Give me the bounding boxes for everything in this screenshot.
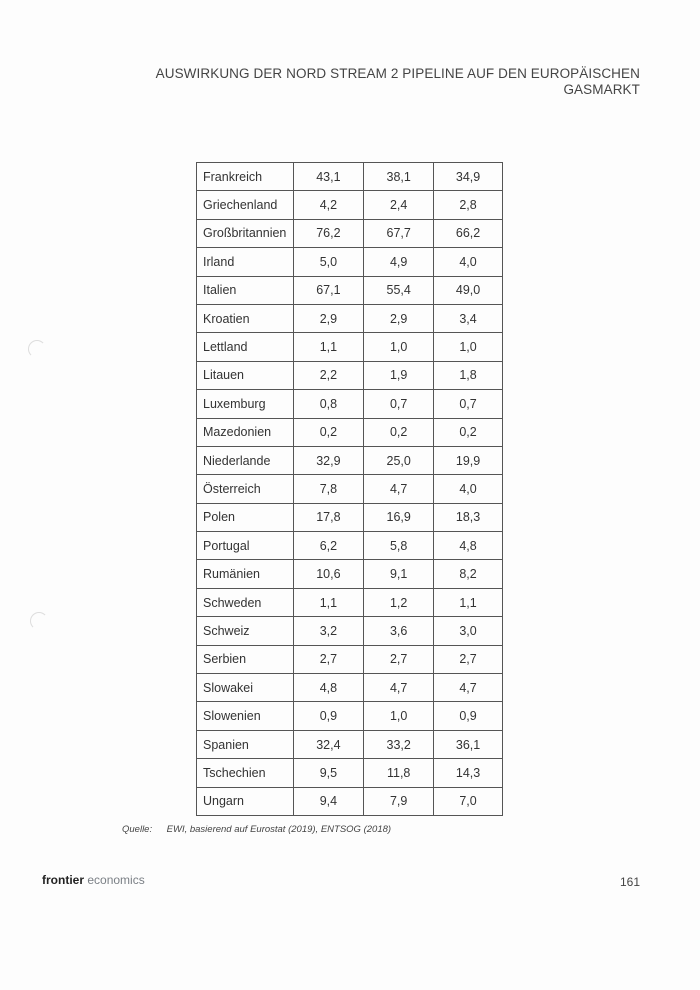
table-row: [197, 787, 503, 815]
value-cell-2: 67,7: [364, 219, 434, 247]
gas-demand-table: [196, 162, 503, 816]
value-cell-2: 33,2: [364, 730, 434, 758]
table-row: [197, 674, 503, 702]
value-cell-3: 1,1: [434, 588, 503, 616]
value-cell-1: 76,2: [293, 219, 364, 247]
table-row: [197, 361, 503, 389]
value-cell-1: 4,2: [293, 191, 364, 219]
country-cell: Mazedonien: [197, 418, 294, 446]
value-cell-3: 2,8: [434, 191, 503, 219]
value-cell-3: 0,9: [434, 702, 503, 730]
value-cell-1: 17,8: [293, 503, 364, 531]
table-body: [197, 163, 503, 816]
value-cell-1: 1,1: [293, 333, 364, 361]
value-cell-1: 3,2: [293, 617, 364, 645]
value-cell-2: 3,6: [364, 617, 434, 645]
table-row: [197, 390, 503, 418]
page-header: [156, 66, 640, 98]
country-cell: Großbritannien: [197, 219, 294, 247]
value-cell-1: 1,1: [293, 588, 364, 616]
value-cell-3: 36,1: [434, 730, 503, 758]
table-row: [197, 276, 503, 304]
value-cell-3: 3,4: [434, 304, 503, 332]
table-row: [197, 446, 503, 474]
table-row: [197, 560, 503, 588]
value-cell-1: 9,5: [293, 759, 364, 787]
value-cell-3: 3,0: [434, 617, 503, 645]
value-cell-1: 32,4: [293, 730, 364, 758]
table-row: [197, 503, 503, 531]
value-cell-2: 4,9: [364, 248, 434, 276]
value-cell-2: 2,4: [364, 191, 434, 219]
header-line-2: GASMARKT: [563, 82, 640, 97]
value-cell-3: 0,7: [434, 390, 503, 418]
country-cell: Österreich: [197, 475, 294, 503]
country-cell: Spanien: [197, 730, 294, 758]
table-row: [197, 730, 503, 758]
country-cell: Frankreich: [197, 163, 294, 191]
value-cell-2: 0,2: [364, 418, 434, 446]
value-cell-2: 11,8: [364, 759, 434, 787]
source-note: [122, 824, 391, 835]
footer-brand-logo: [42, 873, 145, 887]
table-row: [197, 191, 503, 219]
value-cell-3: 7,0: [434, 787, 503, 815]
value-cell-1: 10,6: [293, 560, 364, 588]
punch-hole-mark: [30, 612, 48, 630]
country-cell: Slowakei: [197, 674, 294, 702]
value-cell-2: 9,1: [364, 560, 434, 588]
source-label: Quelle:: [122, 824, 153, 835]
country-cell: Luxemburg: [197, 390, 294, 418]
value-cell-3: 1,0: [434, 333, 503, 361]
value-cell-3: 2,7: [434, 645, 503, 673]
value-cell-1: 67,1: [293, 276, 364, 304]
value-cell-1: 4,8: [293, 674, 364, 702]
country-cell: Portugal: [197, 532, 294, 560]
value-cell-2: 1,0: [364, 333, 434, 361]
value-cell-3: 1,8: [434, 361, 503, 389]
value-cell-2: 38,1: [364, 163, 434, 191]
value-cell-2: 1,0: [364, 702, 434, 730]
table-row: [197, 219, 503, 247]
value-cell-2: 2,9: [364, 304, 434, 332]
value-cell-1: 0,8: [293, 390, 364, 418]
header-line-1: AUSWIRKUNG DER NORD STREAM 2 PIPELINE AUF DEN EUROPÄISCHEN: [155, 66, 640, 81]
value-cell-3: 66,2: [434, 219, 503, 247]
country-cell: Kroatien: [197, 304, 294, 332]
value-cell-1: 2,2: [293, 361, 364, 389]
country-cell: Litauen: [197, 361, 294, 389]
value-cell-3: 49,0: [434, 276, 503, 304]
value-cell-2: 25,0: [364, 446, 434, 474]
value-cell-3: 8,2: [434, 560, 503, 588]
value-cell-1: 0,9: [293, 702, 364, 730]
value-cell-3: 4,0: [434, 248, 503, 276]
value-cell-2: 1,9: [364, 361, 434, 389]
table-row: [197, 532, 503, 560]
source-text: EWI, basierend auf Eurostat (2019), ENTSOG (2018): [166, 824, 392, 835]
value-cell-2: 5,8: [364, 532, 434, 560]
country-cell: Griechenland: [197, 191, 294, 219]
value-cell-3: 14,3: [434, 759, 503, 787]
value-cell-3: 4,0: [434, 475, 503, 503]
table-row: [197, 702, 503, 730]
country-cell: Rumänien: [197, 560, 294, 588]
value-cell-1: 0,2: [293, 418, 364, 446]
value-cell-1: 9,4: [293, 787, 364, 815]
value-cell-2: 0,7: [364, 390, 434, 418]
value-cell-2: 1,2: [364, 588, 434, 616]
table-row: [197, 759, 503, 787]
value-cell-3: 34,9: [434, 163, 503, 191]
country-cell: Polen: [197, 503, 294, 531]
brand-name-bold: frontier: [42, 873, 84, 887]
value-cell-3: 4,8: [434, 532, 503, 560]
value-cell-1: 2,7: [293, 645, 364, 673]
table-row: [197, 248, 503, 276]
country-cell: Niederlande: [197, 446, 294, 474]
value-cell-2: 4,7: [364, 674, 434, 702]
value-cell-2: 55,4: [364, 276, 434, 304]
value-cell-3: 18,3: [434, 503, 503, 531]
value-cell-3: 0,2: [434, 418, 503, 446]
value-cell-1: 43,1: [293, 163, 364, 191]
country-cell: Schweiz: [197, 617, 294, 645]
value-cell-3: 4,7: [434, 674, 503, 702]
table-row: [197, 304, 503, 332]
value-cell-2: 7,9: [364, 787, 434, 815]
table-row: [197, 333, 503, 361]
punch-hole-mark: [28, 340, 46, 358]
brand-name-light: economics: [87, 873, 145, 887]
table-row: [197, 617, 503, 645]
value-cell-1: 32,9: [293, 446, 364, 474]
table-row: [197, 588, 503, 616]
table-row: [197, 645, 503, 673]
value-cell-1: 7,8: [293, 475, 364, 503]
country-cell: Italien: [197, 276, 294, 304]
table-row: [197, 163, 503, 191]
country-cell: Slowenien: [197, 702, 294, 730]
value-cell-1: 6,2: [293, 532, 364, 560]
value-cell-2: 16,9: [364, 503, 434, 531]
value-cell-1: 2,9: [293, 304, 364, 332]
country-cell: Ungarn: [197, 787, 294, 815]
value-cell-3: 19,9: [434, 446, 503, 474]
country-cell: Irland: [197, 248, 294, 276]
country-cell: Schweden: [197, 588, 294, 616]
country-cell: Lettland: [197, 333, 294, 361]
country-cell: Tschechien: [197, 759, 294, 787]
table-row: [197, 475, 503, 503]
value-cell-2: 2,7: [364, 645, 434, 673]
value-cell-2: 4,7: [364, 475, 434, 503]
table-row: [197, 418, 503, 446]
page-number: 161: [619, 875, 640, 889]
value-cell-1: 5,0: [293, 248, 364, 276]
country-cell: Serbien: [197, 645, 294, 673]
